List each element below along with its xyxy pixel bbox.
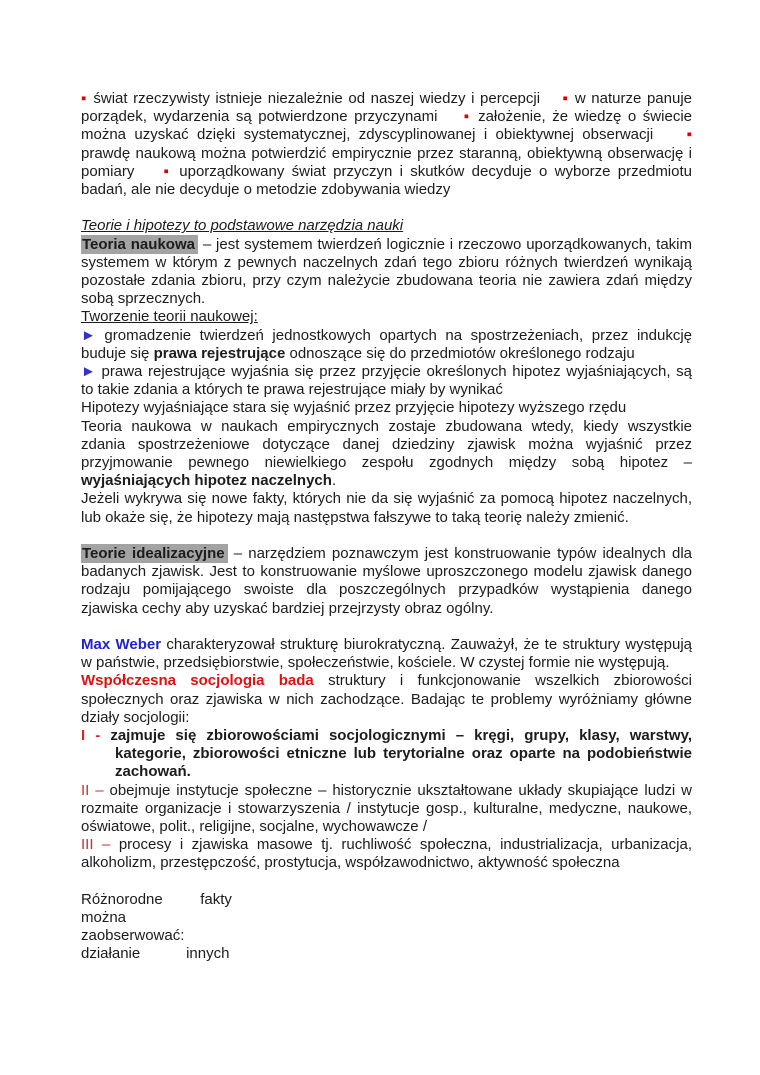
arrow-icon: ► <box>81 326 96 344</box>
text-segment <box>540 90 562 107</box>
text-segment: świat rzeczywisty istnieje niezależnie od naszej wiedzy i percepcji <box>87 90 541 107</box>
text-segment: wyjaśniających hipotez naczelnych <box>81 472 332 490</box>
paragraph-modern-sociology <box>81 672 692 727</box>
blank-line <box>81 873 692 891</box>
text-segment: charakteryzował strukturę biurokratyczną. Zauważył, że te struktury występują w państwie, przedsiębiorstwie, społeczeństwie, kościele. W czystej formie nie występują. <box>81 636 692 672</box>
blank-line <box>81 527 692 545</box>
numeral: I - <box>81 727 101 745</box>
text-segment: . <box>331 472 337 490</box>
text-segment: – narzędziem poznawczym jest konstruowanie typów idealnych dla badanych zjawisk. Jest to konstruowanie myślowe uproszczonego modelu zjawisk danego rodzaju pomijającego swoiste dla poszczególnych przypadków wystąpienia danego zjawiska cechy aby uzyskać bardziej przejrzysty obraz ogólny. <box>81 545 692 617</box>
text-segment: obejmuje instytucje społeczne – historycznie ukształtowane układy skupiające ludzi w rozmaite organizacje i stowarzyszenia / instytucje gosp., kulturalne, medyczne, naukowe, oświatowe, polit., religijne, socjalne, wychowawcze / <box>81 781 692 836</box>
arrow-icon: ► <box>81 363 96 381</box>
paragraph-max-weber <box>81 636 692 672</box>
text-segment: założenie, że wiedzę o świecie można uzyskać dzięki systematycznej, zdyscyplinowanej i obiektywnej obserwacji <box>81 108 692 144</box>
line-higher-order-hypotheses: Hipotezy wyjaśniające stara się wyjaśnić przez przyjęcie hipotezy wyższego rzędu <box>81 399 627 417</box>
text-segment: fakty <box>200 890 232 908</box>
numeral: II – <box>81 781 104 799</box>
list-item-explaining-hypotheses <box>81 363 692 399</box>
list-item-sociology-division-1 <box>81 727 692 782</box>
list-item-registering-laws <box>81 327 692 363</box>
text-segment: – jest systemem twierdzeń logicznie i rzeczowo uporządkowanych, takim systemem w którym z pewnych naczelnych zdań tego zbioru różnych twierdzeń wynikają pozostałe zdania zbioru, przy czym należycie zbudowana teoria nie zawiera zdań między sobą sprzecznych. <box>81 235 692 308</box>
paragraph-idealization-theories <box>81 545 692 618</box>
highlighted-term: Teoria naukowa <box>81 235 198 254</box>
text-segment: zajmuje się zbiorowościami socjologicznymi – kręgi, grupy, klasy, warstwy, kategorie, zbiorowości etniczne lub terytorialne oraz oparte na podobieństwie zachowań. <box>100 727 692 781</box>
line-mozna: można <box>81 909 127 927</box>
text-segment: odnoszące się do przedmiotów określonego rodzaju <box>285 344 635 362</box>
paragraph-scientific-theory <box>81 236 692 309</box>
bullet-icon: ▪ <box>163 162 172 180</box>
text-segment <box>140 945 186 962</box>
blank-line <box>81 618 692 636</box>
bullet-icon: ▪ <box>562 90 570 107</box>
list-item-sociology-division-3 <box>81 836 692 872</box>
line-dzialanie-innych <box>81 945 692 963</box>
person-name: Max Weber <box>81 636 162 654</box>
highlighted-term: Teorie idealizacyjne <box>81 544 228 563</box>
text-segment: prawdę naukową można potwierdzić empirycznie przez staranną, obiektywną obserwację i pomiary <box>81 144 692 180</box>
bullet-icon: ▪ <box>463 108 472 126</box>
text-segment: innych <box>186 945 230 963</box>
text-segment: struktury i funkcjonowanie wszelkich zbiorowości społecznych oraz zjawiska w nich zachodzące. Badając te problemy wyróżniamy główne działy socjologii: <box>81 672 692 726</box>
paragraph-theory-revision: Jeżeli wykrywa się nowe fakty, których nie da się wyjaśnić za pomocą hipotez naczelnych, lub okaże się, że hipotezy mają następstwa fałszywe to taką teorię należy zmienić. <box>81 490 692 526</box>
text-segment: Teoria naukowa w naukach empirycznych zostaje zbudowana wtedy, kiedy wszystkie zdania spostrzeżeniowe dotyczące danej dziedziny zjawisk można wyjaśnić przez przyjmowanie pewnego niewielkiego zespołu zgodnych między sobą hipotez – <box>81 417 692 472</box>
text-segment: Różnorodne <box>81 890 163 908</box>
line-roznorodne-fakty <box>81 891 692 909</box>
text-segment: prawa rejestrujące <box>153 344 286 362</box>
line-zaobserwowac: zaobserwować: <box>81 927 185 945</box>
text-segment <box>163 891 201 908</box>
text-segment: prawa rejestrujące wyjaśnia się przez przyjęcie określonych hipotez wyjaśniających, są to takie zdania a których te prawa rejestrujące miały by wynikać <box>81 363 692 399</box>
text-segment: w naturze panuje porządek, wydarzenia są potwierdzone przyczynami <box>81 90 692 126</box>
bullet-icon: ▪ <box>686 126 692 144</box>
text-segment <box>437 108 463 125</box>
paragraph-science-assumptions <box>81 90 692 199</box>
text-segment: uporządkowany świat przyczyn i skutków decyduje o wyborze przedmiotu badań, ale nie decyduje o metodzie zdobywania wiedzy <box>81 162 692 199</box>
text-segment: gromadzenie twierdzeń jednostkowych opartych na spostrzeżeniach, przez indukcję buduje się <box>81 326 692 362</box>
blank-line <box>81 199 692 217</box>
text-segment: procesy i zjawiska masowe tj. ruchliwość społeczna, industrializacja, urbanizacja, alkoholizm, przestępczość, prostytucja, współzawodnictwo, aktywność społeczna <box>81 836 692 872</box>
text-segment <box>134 163 163 180</box>
emphasized-term: Współczesna socjologia bada <box>81 672 314 690</box>
text-segment <box>653 126 687 143</box>
heading-theories-hypotheses: Teorie i hipotezy to podstawowe narzędzia nauki <box>81 217 404 235</box>
bullet-icon: ▪ <box>81 90 88 107</box>
numeral: III – <box>81 836 111 854</box>
text-segment: działanie <box>81 945 141 963</box>
heading-theory-creation: Tworzenie teorii naukowej: <box>81 308 258 326</box>
paragraph-empirical-theory <box>81 418 692 491</box>
list-item-sociology-division-2 <box>81 782 692 837</box>
